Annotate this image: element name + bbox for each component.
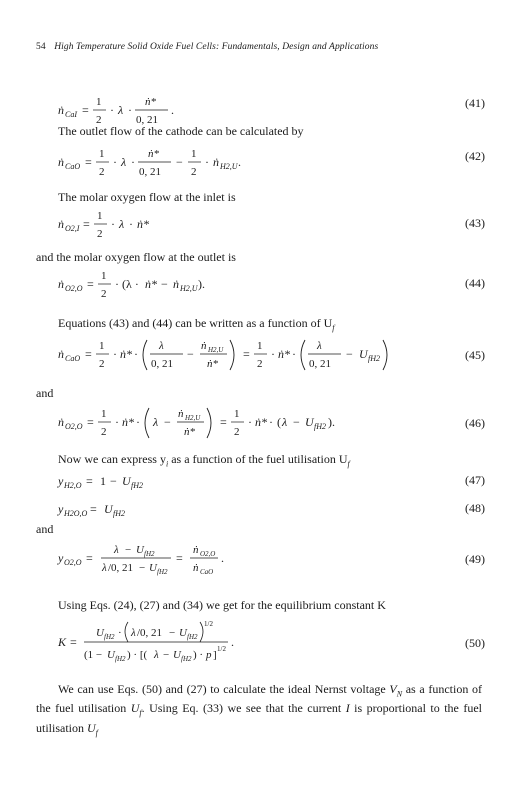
text-and-1: and — [36, 386, 54, 400]
equation-48-number: (48) — [465, 501, 485, 515]
svg-text:1/2: 1/2 — [204, 620, 213, 628]
svg-text:λ: λ — [317, 340, 322, 352]
svg-text:=: = — [87, 415, 94, 429]
svg-text:fH2: fH2 — [368, 354, 380, 363]
svg-text:−: − — [110, 474, 117, 488]
svg-text:ṅ: ṅ — [213, 155, 219, 169]
equation-43-number: (43) — [465, 216, 485, 230]
svg-text:−: − — [187, 347, 194, 361]
svg-text:−: − — [293, 415, 300, 429]
svg-text:ṅ: ṅ — [193, 544, 199, 556]
svg-text:ṅ*: ṅ* — [184, 426, 195, 438]
svg-text:U: U — [107, 649, 115, 661]
svg-text:λ: λ — [159, 340, 164, 352]
svg-text:·: · — [129, 217, 133, 231]
svg-text:λ: λ — [131, 627, 136, 639]
running-title: High Temperature Solid Oxide Fuel Cells: Fundamentals, Design and Applications — [54, 42, 379, 52]
svg-text:H2,U: H2,U — [185, 414, 201, 422]
svg-text:.: . — [231, 635, 234, 649]
text-outlet-flow: The outlet flow of the cathode can be calculated by — [58, 124, 304, 138]
svg-text:−: − — [164, 415, 171, 429]
svg-text:ṅ*: ṅ* — [122, 415, 134, 429]
svg-text:1: 1 — [101, 408, 107, 420]
svg-text:−: − — [161, 277, 168, 291]
svg-text:−: − — [163, 649, 170, 661]
svg-text:2: 2 — [99, 358, 105, 370]
svg-text:2: 2 — [257, 358, 263, 370]
svg-text:H2O,O: H2O,O — [64, 509, 88, 518]
svg-text:λ: λ — [119, 217, 125, 231]
svg-text:−: − — [169, 627, 176, 639]
svg-text:1: 1 — [99, 340, 105, 352]
svg-text:y: y — [58, 502, 64, 516]
svg-text:ṅ*: ṅ* — [120, 347, 132, 361]
svg-text:ṅ*: ṅ* — [145, 96, 156, 108]
svg-text:U: U — [96, 627, 104, 639]
svg-text:(λ ·: (λ · — [122, 277, 139, 291]
svg-text:2: 2 — [101, 288, 107, 300]
equation-50-math — [50, 618, 370, 670]
svg-text:·: · — [115, 415, 119, 429]
equation-41-number: (41) — [465, 96, 485, 110]
svg-text:·: · — [128, 103, 132, 117]
equation-44-number: (44) — [465, 276, 485, 290]
text-express-yi-sub: i — [165, 459, 169, 469]
text-oxygen-inlet: The molar oxygen flow at the inlet is — [58, 190, 236, 204]
svg-text:·: · — [136, 415, 140, 429]
svg-text:U: U — [136, 544, 144, 556]
svg-text:λ: λ — [121, 155, 127, 169]
svg-text:H2,U: H2,U — [180, 284, 198, 293]
svg-text:U: U — [173, 649, 181, 661]
svg-text:1: 1 — [234, 408, 240, 420]
svg-text:0, 21: 0, 21 — [139, 166, 161, 178]
svg-text:fH2: fH2 — [157, 568, 168, 576]
equation-42-math — [50, 144, 350, 188]
svg-text:H2,U: H2,U — [208, 346, 224, 354]
svg-text:).: ). — [198, 277, 205, 291]
svg-text:·: · — [248, 415, 252, 429]
text-equations-function — [58, 316, 334, 335]
svg-text:.: . — [171, 103, 174, 117]
equation-46-math — [50, 402, 430, 446]
svg-text:=: = — [86, 474, 93, 488]
svg-text:.: . — [221, 551, 224, 565]
equation-45-math — [50, 334, 430, 378]
svg-text:fH2: fH2 — [104, 633, 115, 641]
equation-42-number: (42) — [465, 149, 485, 163]
svg-text:λ: λ — [282, 415, 288, 429]
svg-text:ṅ: ṅ — [58, 347, 64, 361]
svg-text:=: = — [243, 347, 250, 361]
svg-text:1: 1 — [99, 148, 105, 160]
equation-47-number: (47) — [465, 473, 485, 487]
equation-50 — [50, 618, 485, 670]
svg-text:−: − — [125, 544, 132, 556]
svg-text:·: · — [292, 347, 296, 361]
text-equations-function-sub: f — [332, 323, 335, 333]
svg-text:=: = — [90, 502, 97, 516]
svg-text:CaO: CaO — [65, 162, 81, 171]
equation-43-math — [50, 206, 350, 250]
text-equilibrium-constant: Using Eqs. (24), (27) and (34) we get for the equilibrium constant K — [58, 598, 386, 612]
svg-text:2: 2 — [101, 426, 107, 438]
svg-text:2: 2 — [97, 228, 103, 240]
equation-49-math — [50, 538, 350, 582]
svg-text:O2,I: O2,I — [65, 224, 80, 233]
svg-text:=: = — [86, 551, 93, 565]
text-and-2: and — [36, 522, 54, 536]
svg-text:ṅ: ṅ — [193, 562, 199, 574]
svg-text:λ: λ — [154, 649, 159, 661]
svg-text:λ: λ — [114, 544, 119, 556]
svg-text:−: − — [176, 155, 183, 169]
equation-50-number: (50) — [465, 636, 485, 650]
svg-text:fH2: fH2 — [187, 633, 198, 641]
text-equations-function-main: Equations (43) and (44) can be written as a function of U — [58, 316, 333, 330]
svg-text:ṅ: ṅ — [58, 155, 64, 169]
equation-44-math — [50, 266, 350, 310]
svg-text:1: 1 — [191, 148, 197, 160]
svg-text:y: y — [58, 551, 64, 565]
svg-text:ṅ*: ṅ* — [148, 148, 159, 160]
page-number: 54 — [36, 42, 46, 52]
svg-text:U: U — [305, 415, 314, 429]
svg-text:ṅ: ṅ — [58, 217, 64, 231]
final-paragraph-text: We can use Eqs. (50) and (27) to calculate the ideal Nernst voltage $V_N$ as a function of the fuel utilisation $U_f$. Using Eq. (33) we see that the current I is proportional to the fuel utilisation $U_f$ — [36, 682, 482, 738]
svg-text:ṅ: ṅ — [173, 277, 179, 291]
svg-text:λ: λ — [102, 562, 107, 574]
svg-text:(1 −: (1 − — [84, 649, 103, 661]
svg-text:1: 1 — [257, 340, 263, 352]
svg-text:y: y — [58, 474, 64, 488]
running-header — [36, 42, 378, 52]
equation-42 — [50, 144, 485, 188]
svg-text:fH2: fH2 — [113, 509, 125, 518]
final-paragraph — [36, 682, 482, 740]
equation-45-number: (45) — [465, 348, 485, 362]
svg-text:U: U — [122, 474, 131, 488]
svg-text:p: p — [206, 649, 212, 661]
svg-text:).: ). — [328, 415, 335, 429]
svg-text:ṅ*: ṅ* — [137, 217, 149, 231]
equation-46 — [50, 402, 485, 446]
svg-text:ṅ*: ṅ* — [145, 277, 157, 291]
svg-text:1: 1 — [100, 474, 106, 488]
svg-text:1/2: 1/2 — [217, 645, 226, 653]
svg-text:ṅ: ṅ — [178, 408, 184, 420]
svg-text:U: U — [179, 627, 187, 639]
svg-text:−: − — [346, 347, 353, 361]
equation-43 — [50, 206, 485, 250]
svg-text:fH2: fH2 — [181, 655, 192, 663]
svg-text:O2,O: O2,O — [64, 558, 82, 567]
equation-48-math — [50, 494, 350, 524]
svg-text:ṅ: ṅ — [58, 415, 64, 429]
equation-47-math — [50, 466, 350, 496]
svg-text:·: · — [110, 103, 114, 117]
svg-text:ṅ*: ṅ* — [255, 415, 267, 429]
svg-text:O2,O: O2,O — [200, 550, 216, 558]
svg-text:H2,O: H2,O — [64, 481, 82, 490]
svg-text:·: · — [115, 277, 119, 291]
svg-text:=: = — [176, 551, 183, 565]
text-express-yi-a: Now we can express y — [58, 452, 166, 466]
equation-44 — [50, 266, 485, 310]
svg-text:2: 2 — [96, 114, 102, 126]
svg-text:1: 1 — [101, 270, 107, 282]
equation-49 — [50, 538, 485, 582]
svg-text:fH2: fH2 — [115, 655, 126, 663]
svg-text:=: = — [220, 415, 227, 429]
svg-text:CaI: CaI — [65, 110, 77, 119]
svg-text:·: · — [131, 155, 135, 169]
svg-text:λ: λ — [153, 415, 159, 429]
svg-text:U: U — [359, 347, 368, 361]
svg-text:=: = — [87, 277, 94, 291]
svg-text:·: · — [111, 217, 115, 231]
svg-text:]: ] — [213, 649, 217, 661]
svg-text:.: . — [238, 155, 241, 169]
svg-text:ṅ*: ṅ* — [207, 358, 218, 370]
svg-text:0, 21: 0, 21 — [151, 358, 173, 370]
svg-text:·: · — [118, 627, 122, 639]
svg-text:=: = — [85, 347, 92, 361]
svg-text:·: · — [269, 415, 273, 429]
svg-text:/0, 21: /0, 21 — [108, 562, 134, 574]
svg-text:2: 2 — [234, 426, 240, 438]
svg-text:ṅ: ṅ — [58, 277, 64, 291]
svg-text:=: = — [70, 635, 77, 649]
text-oxygen-outlet: and the molar oxygen flow at the outlet is — [36, 250, 236, 264]
svg-text:K: K — [58, 635, 67, 649]
svg-text:−: − — [139, 562, 146, 574]
svg-text:) · [(: ) · [( — [127, 649, 148, 661]
svg-text:=: = — [85, 155, 92, 169]
svg-text:ṅ*: ṅ* — [278, 347, 290, 361]
svg-text:0, 21: 0, 21 — [136, 114, 158, 126]
equation-49-number: (49) — [465, 552, 485, 566]
svg-text:ṅ: ṅ — [201, 340, 207, 352]
svg-text:CaO: CaO — [65, 354, 81, 363]
svg-text:U: U — [149, 562, 157, 574]
svg-text:(: ( — [277, 415, 281, 429]
svg-text:2: 2 — [191, 166, 197, 178]
svg-text:2: 2 — [99, 166, 105, 178]
svg-text:CaO: CaO — [200, 568, 214, 576]
svg-text:1: 1 — [96, 96, 102, 108]
equation-46-number: (46) — [465, 416, 485, 430]
svg-text:1: 1 — [97, 210, 103, 222]
svg-text:·: · — [205, 155, 209, 169]
text-express-yi-b: as a function of the fuel utilisation U — [168, 452, 348, 466]
svg-text:O2,O: O2,O — [65, 284, 83, 293]
svg-text:=: = — [83, 217, 90, 231]
svg-text:0, 21: 0, 21 — [309, 358, 331, 370]
svg-text:O2,O: O2,O — [65, 422, 83, 431]
equation-48 — [50, 494, 485, 538]
svg-text:λ: λ — [118, 103, 124, 117]
svg-text:fH2: fH2 — [314, 422, 326, 431]
text-express-yi-sub2: f — [347, 459, 350, 469]
svg-text:H2,U: H2,U — [220, 162, 238, 171]
svg-text:=: = — [82, 103, 89, 117]
equation-45 — [50, 334, 485, 378]
svg-text:·: · — [113, 347, 117, 361]
svg-text:) ·: ) · — [193, 649, 204, 661]
svg-text:U: U — [104, 502, 113, 516]
svg-text:ṅ: ṅ — [58, 103, 64, 117]
svg-text:fH2: fH2 — [131, 481, 143, 490]
svg-text:/0, 21: /0, 21 — [137, 627, 163, 639]
svg-text:·: · — [113, 155, 117, 169]
svg-text:·: · — [271, 347, 275, 361]
svg-text:·: · — [134, 347, 138, 361]
svg-text:fH2: fH2 — [144, 550, 155, 558]
